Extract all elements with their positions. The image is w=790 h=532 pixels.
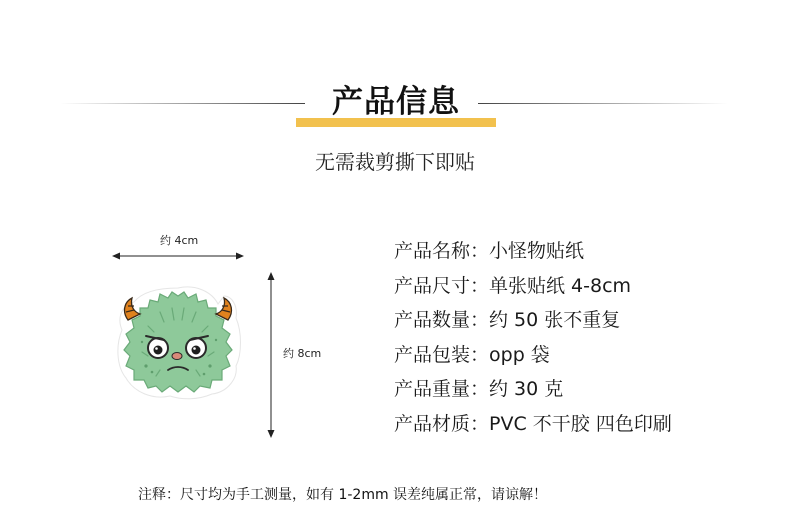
- page-title: 产品信息: [332, 84, 460, 120]
- spec-label: 产品尺寸：: [394, 274, 490, 297]
- header-line-left: [60, 103, 305, 104]
- spec-value: 小怪物贴纸: [489, 240, 585, 262]
- spec-label: 产品材质：: [394, 412, 490, 435]
- spec-value: 约 30 克: [489, 378, 564, 400]
- spec-value: 单张贴纸 4-8cm: [489, 274, 632, 297]
- spec-value: opp 袋: [489, 343, 550, 366]
- header-line-right: [478, 103, 728, 104]
- spec-label: 产品名称：: [394, 240, 490, 262]
- width-label: 约 4cm: [160, 234, 199, 247]
- height-arrow-icon: [265, 272, 277, 438]
- subtitle: 无需裁剪撕下即贴: [315, 150, 475, 174]
- measurement-note: 注释：尺寸均为手工测量，如有 1-2mm 误差纯属正常，请谅解！: [138, 487, 548, 503]
- height-label: 约 8cm: [283, 347, 322, 360]
- spec-value: 约 50 张不重复: [489, 309, 621, 331]
- product-specs: [394, 236, 672, 443]
- spec-label: 产品数量：: [394, 309, 490, 331]
- spec-row-material: [394, 409, 672, 444]
- spec-row-size: [394, 271, 672, 306]
- title-block: [296, 82, 496, 128]
- spec-value: PVC 不干胶 四色印刷: [489, 412, 672, 435]
- spec-label: 产品包装：: [394, 343, 490, 366]
- green-monster-icon: [112, 282, 244, 402]
- spec-row-weight: [394, 374, 672, 409]
- spec-row-quantity: [394, 305, 672, 340]
- spec-row-packaging: [394, 340, 672, 375]
- width-arrow-icon: [112, 250, 244, 262]
- spec-label: 产品重量：: [394, 378, 490, 400]
- spec-row-name: [394, 236, 672, 271]
